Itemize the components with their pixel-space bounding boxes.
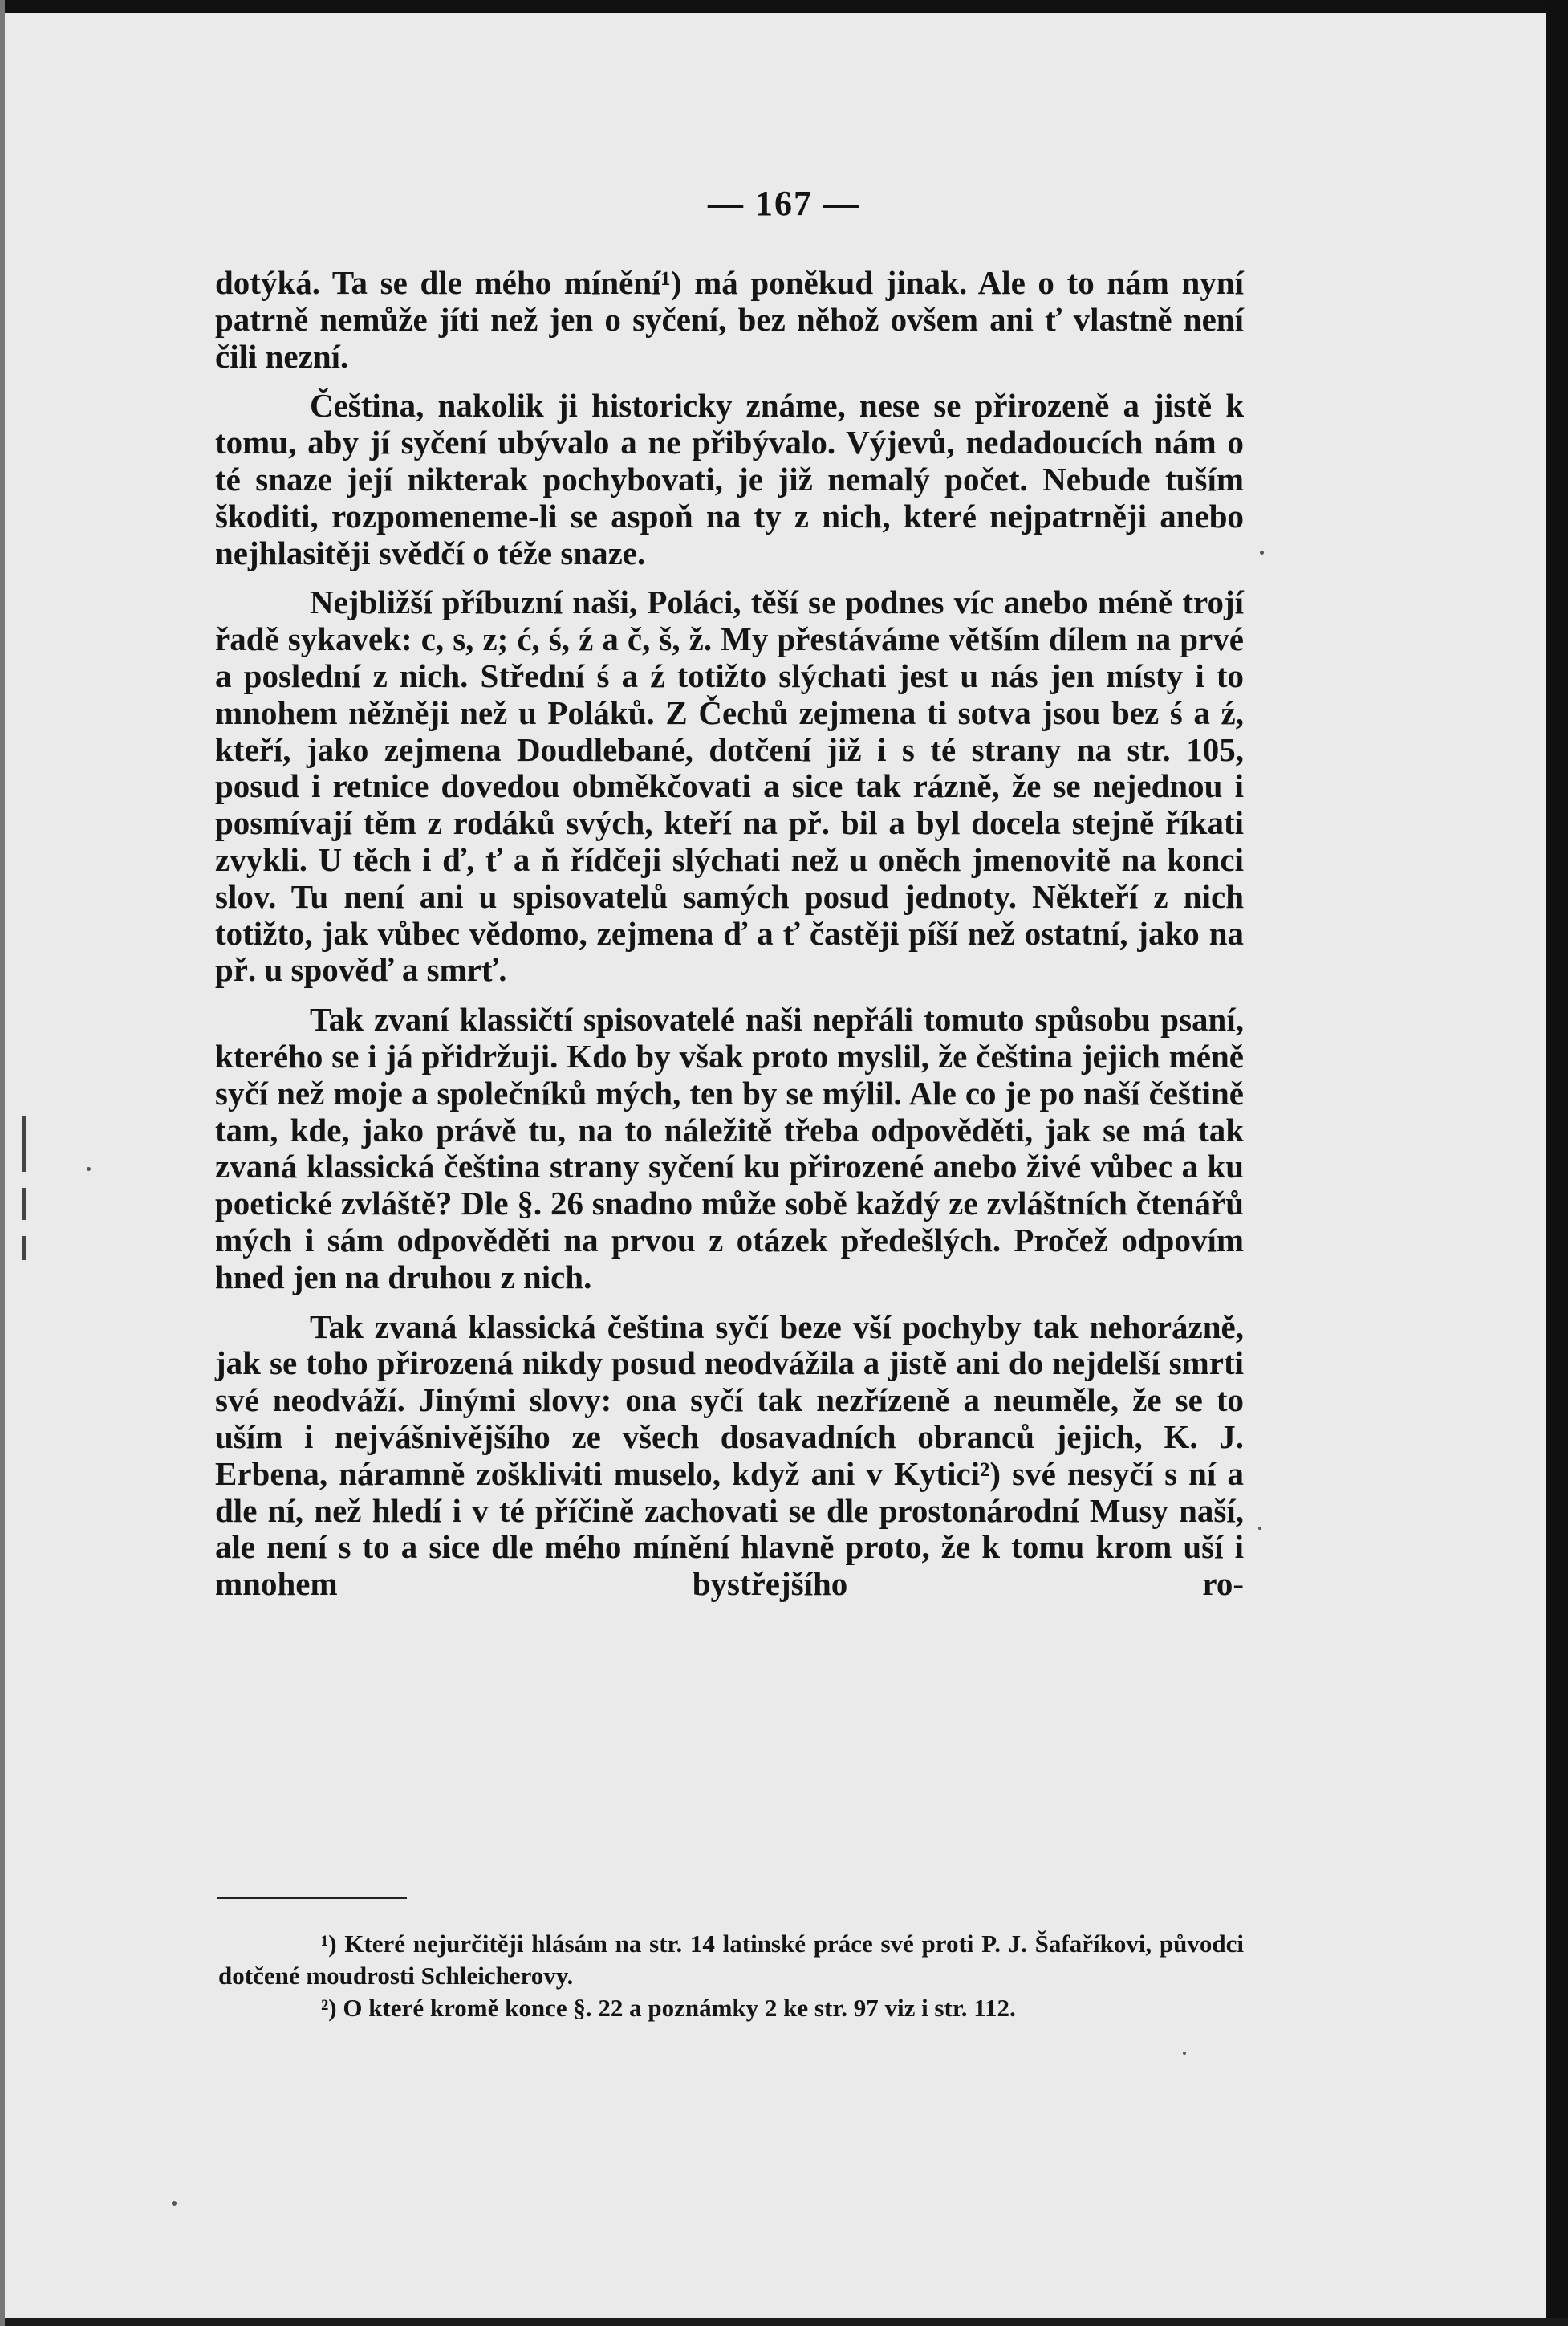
- scan-speck: [1260, 551, 1264, 555]
- scan-speck: [87, 1167, 91, 1171]
- footnote-rule: [217, 1897, 407, 1899]
- scan-edge-bottom: [0, 2318, 1568, 2326]
- scan-edge-right: [1546, 0, 1568, 2326]
- footnote: ²) O které kromě konce §. 22 a poznámky 2 ke str. 97 viz i str. 112.: [321, 1994, 1016, 2022]
- scan-speck: [172, 2201, 177, 2206]
- gutter-mark: [22, 1116, 26, 1172]
- scan-edge-top: [0, 0, 1568, 13]
- page-number: — 167 —: [708, 184, 860, 223]
- gutter-mark: [22, 1188, 26, 1220]
- paragraph: Tak zvaní klassičtí spisovatelé naši nepřáli tomuto spůsobu psaní, kterého se i já přidržuji. Kdo by však proto myslil, že čeština jejich méně syčí než moje a společníků mých, ten by se mýlil. Ale co je po naší češtině tam, kde, jako právě tu, na to náležitě třeba odpověděti, jak se má tak zvaná klassická čeština strany syčení ku přirozené anebo živé vůbec a ku poetické zvláště? Dle §. 26 snadno může sobě každý ze zvláštních čtenářů mých i sám odpověděti na prvou z otázek předešlých. Pročež odpovím hned jen na druhou z nich.: [215, 1001, 1244, 1295]
- scan-speck: [1258, 1527, 1261, 1530]
- gutter-mark: [22, 1236, 26, 1260]
- footnote: ¹) Které nejurčitěji hlásám na str. 14 latinské práce své proti P. J. Šafaříkovi, původci dotčené moudrosti Schleicherovy.: [218, 1930, 1244, 1990]
- paragraph: dotýká. Ta se dle mého mínění¹) má poněkud jinak. Ale o to nám nyní patrně nemůže jíti než jen o syčení, bez něhož ovšem ani ť vlastně není čili nezní.: [215, 264, 1244, 375]
- footnotes: [218, 1928, 1244, 2024]
- paragraph: Tak zvaná klassická čeština syčí beze vší pochyby tak nehorázně, jak se toho přirozená nikdy posud neodvážila a jistě ani do nejdelší smrti své neodváží. Jinými slovy: ona syčí tak nezřízeně a neuměle, že se to uším i nejvášnivějšího ze všech dosavadních obranců jejich, K. J. Erbena, náramně zoškliviti muselo, když ani v Kytici²) své nesyčí s ní a dle ní, než hledí i v té příčině zachovati se dle prostonárodní Musy naší, ale není s to a sice dle mého mínění hlavně proto, že k tomu krom uší i mnohem bystřejšího ro-: [215, 1307, 1244, 1603]
- scan-speck: [1183, 2052, 1186, 2055]
- paragraph: Čeština, nakolik ji historicky známe, nese se přirozeně a jistě k tomu, aby jí syčení ubývalo a ne přibývalo. Výjevů, nedadoucích nám o té snaze její nikterak pochybovati, je již nemalý počet. Nebude tuším škoditi, rozpomeneme-li se aspoň na ty z nich, které nejpatrněji anebo nejhlasitěji svědčí o téže snaze.: [215, 387, 1244, 571]
- main-text: [215, 265, 1244, 1603]
- paragraph: Nejbližší příbuzní naši, Poláci, těší se podnes víc anebo méně trojí řadě sykavek: c, s, z; ć, ś, ź a č, š, ž. My přestáváme větším dílem na prvé a poslední z nich. Střední ś a ź totižto slýchati jest u nás jen místy i to mnohem něžněji než u Poláků. Z Čechů zejmena ti sotva jsou bez ś a ź, kteří, jako zejmena Doudlebané, dotčení již i s té strany na str. 105, posud i retnice dovedou obměkčovati a sice tak rázně, že se nejednou i posmívají těm z rodáků svých, kteří na př. bil a byl docela stejně říkati zvykli. U těch i ď, ť a ň řídčeji slýchati než u oněch jmenovitě na konci slov. Tu není ani u spisovatelů samých posud jednoty. Někteří z nich totižto, jak vůbec vědomo, zejmena ď a ť častěji píší než ostatní, jako na př. u spověď a smrť.: [215, 584, 1244, 989]
- scan-edge-left: [0, 0, 5, 2326]
